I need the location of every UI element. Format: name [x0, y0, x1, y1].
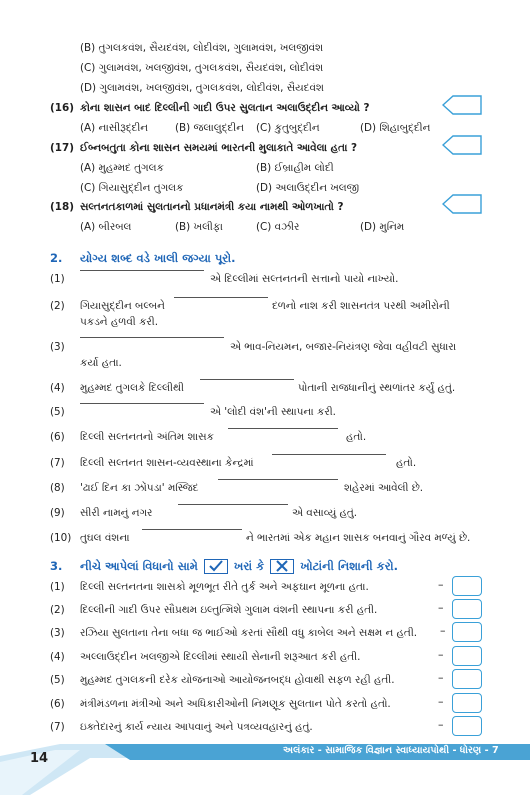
false-label: ખોટાંની નિશાની કરો. — [300, 559, 398, 573]
dash: – — [438, 671, 444, 684]
item-number: (9) — [50, 507, 65, 519]
answer-box[interactable] — [442, 194, 482, 214]
fill-text: ગિયાસુદ્દીન બલ્બને — [80, 300, 165, 312]
item-number: (4) — [50, 651, 65, 663]
page-number: 14 — [30, 751, 49, 766]
option-d: (D) મુનિમ — [360, 221, 405, 233]
item-number: (5) — [50, 406, 65, 418]
statement: દિલ્લી સલ્તનતના શાસકો મૂળભૂત રીતે તુર્ક અને અફઘાન મૂળના હતા. — [80, 581, 369, 593]
statement: મુહમ્મદ તુગલકની દરેક યોજનાઓ આયોજનબદ્ધ હોવાથી સફળ રહી હતી. — [80, 674, 395, 686]
blank-line[interactable] — [272, 454, 386, 455]
item-number: (4) — [50, 382, 65, 394]
answer-box[interactable] — [452, 576, 482, 596]
fill-text: ને ભારતમાં એક મહાન શાસક બનવાનું ગૌરવ મળ્યું છે. — [246, 532, 471, 544]
section-title-pre: નીચે આપેલાં વિધાનો સામે — [80, 559, 198, 573]
blank-line[interactable] — [174, 297, 268, 298]
statement: અલ્લાઉદ્દીન ખલજીએ દિલ્લીમાં સ્થાયી સેનાની શરૂઆત કરી હતી. — [80, 651, 361, 663]
option-b: (B) ઈબ્રાહીમ લોદી — [256, 162, 334, 174]
answer-box[interactable] — [442, 95, 482, 115]
statement: દિલ્લીની ગાદી ઉપર સૌપ્રથમ ઇલ્તુત્મિશે ગુલામ વંશની સ્થાપના કરી હતી. — [80, 604, 378, 616]
item-number: (8) — [50, 482, 65, 494]
item-number: (2) — [50, 604, 65, 616]
item-number: (1) — [50, 581, 65, 593]
option-b: (B) ખલીફા — [175, 221, 223, 233]
answer-box[interactable] — [452, 669, 482, 689]
dash: – — [438, 601, 444, 614]
item-number: (10) — [50, 532, 72, 544]
fill-text: હતો. — [346, 431, 367, 443]
item-number: (5) — [50, 674, 65, 686]
blank-line[interactable] — [178, 504, 288, 505]
section-number: 3. — [50, 559, 63, 573]
option-b: (B) તુગલકવંશ, સૈયદવંશ, લોદીવંશ, ગુલામવંશ, ખલજીવંશ — [80, 42, 324, 54]
statement: રઝિયા સુલતાના તેના બધા જ ભાઈઓ કરતાં સૌથી વધુ કાબેલ અને સક્ષમ ન હતી. — [80, 627, 418, 639]
dash: – — [438, 718, 444, 731]
fill-text: એ 'લોદી વંશ'ની સ્થાપના કરી. — [210, 406, 336, 418]
item-number: (3) — [50, 341, 65, 353]
blank-line[interactable] — [142, 529, 242, 530]
fill-text: પકડને હળવી કરી. — [80, 316, 159, 328]
answer-box[interactable] — [452, 646, 482, 666]
dash: – — [440, 624, 446, 637]
fill-text: મુહમ્મદ તુગલકે દિલ્લીથી — [80, 382, 184, 394]
fill-text: દળનો નાશ કરી શાસનતંત્ર પરથી અમીરોની — [272, 300, 450, 312]
item-number: (1) — [50, 273, 65, 285]
fill-text: શહેરમાં આવેલી છે. — [344, 482, 424, 494]
dash: – — [438, 695, 444, 708]
section-title — [80, 559, 398, 574]
answer-box[interactable] — [452, 599, 482, 619]
option-d: (D) ગુલામવંશ, ખલજીવંશ, તુગલકવંશ, લોદીવંશ, સૈયદવંશ — [80, 82, 324, 94]
answer-box[interactable] — [452, 622, 482, 642]
statement: મંત્રીમંડળના મંત્રીઓ અને અધિકારીઓની નિમણૂક સુલતાન પોતે કરતો હતો. — [80, 698, 391, 710]
option-a: (A) નાસીરૂદ્દીન — [80, 122, 149, 134]
answer-box[interactable] — [442, 135, 482, 155]
fill-text: કર્યા હતા. — [80, 357, 122, 369]
item-number: (2) — [50, 300, 65, 312]
fill-text: 'ઢાઈ દિન કા ઝોંપડા' મસ્જિદ — [80, 482, 199, 494]
option-c: (C) ગિયાસુદ્દીન તુગલક — [80, 182, 184, 194]
option-a: (A) મુહમ્મદ તુગલક — [80, 162, 164, 174]
question-text: સલ્તનતકાળમાં સુલતાનનો પ્રધાનમંત્રી કયા નામથી ઓળખાતો ? — [80, 201, 344, 213]
question-text: ઈબ્નબતુતા કોના શાસન સમયમાં ભારતની મુલાકાતે આવેલા હતા ? — [80, 142, 358, 154]
footer-title: અલંકાર - સામાજિક વિજ્ઞાન સ્વાધ્યાયપોથી - ધોરણ - 7 — [283, 745, 499, 756]
fill-text: દિલ્લી સલ્તનતનો અંતિમ શાસક — [80, 431, 214, 443]
section-title: યોગ્ય શબ્દ વડે ખાલી જગ્યા પૂરો. — [80, 251, 236, 265]
dash: – — [438, 648, 444, 661]
blank-line[interactable] — [218, 479, 338, 480]
blank-line[interactable] — [80, 270, 204, 271]
option-c: (C) ગુલામવંશ, ખલજીવંશ, તુગલકવંશ, સૈયદવંશ, લોદીવંશ — [80, 62, 324, 74]
item-number: (6) — [50, 431, 65, 443]
question-text: કોના શાસન બાદ દિલ્લીની ગાદી ઉપર સુલતાન અલાઉદ્દીન આવ્યો ? — [80, 102, 370, 114]
fill-text: પોતાની રાજધાનીનું સ્થળાંતર કર્યું હતું. — [298, 382, 456, 394]
option-b: (B) જલાલુદ્દીન — [175, 122, 244, 134]
question-number: (17) — [50, 142, 74, 154]
fill-text: દિલ્લી સલ્તનત શાસન-વ્યવસ્થાના કેન્દ્રમાં — [80, 457, 254, 469]
item-number: (7) — [50, 457, 65, 469]
fill-text: તુઘલ વંશના — [80, 532, 130, 544]
option-c: (C) વઝીર — [256, 221, 300, 233]
answer-box[interactable] — [452, 716, 482, 736]
blank-line[interactable] — [80, 337, 224, 338]
true-label: ખરાં કે — [233, 559, 265, 573]
blank-line[interactable] — [200, 379, 294, 380]
option-d: (D) શિહાબુદ્દીન — [360, 122, 431, 134]
option-c: (C) કુતુબુદ્દીન — [256, 122, 320, 134]
question-number: (16) — [50, 102, 74, 114]
fill-text: એ ભાવ-નિયમન, બજાર-નિયંત્રણ જેવા વહીવટી સુધારા — [230, 341, 457, 353]
check-icon — [204, 559, 228, 574]
fill-text: એ વસાવ્યું હતું. — [292, 507, 358, 519]
item-number: (6) — [50, 698, 65, 710]
fill-text: સીરી નામનું નગર — [80, 507, 153, 519]
dash: – — [438, 578, 444, 591]
item-number: (7) — [50, 721, 65, 733]
statement: ઇક્તેદારનું કાર્ય ન્યાય આપવાનું અને પત્રવ્યવહારનું હતું. — [80, 721, 313, 733]
answer-box[interactable] — [452, 693, 482, 713]
option-a: (A) બીરબલ — [80, 221, 132, 233]
blank-line[interactable] — [80, 403, 204, 404]
fill-text: એ દિલ્લીમાં સલ્તનતની સત્તાનો પાયો નાખ્યો. — [210, 273, 399, 285]
option-d: (D) અલાઉદ્દીન ખલજી — [256, 182, 359, 194]
blank-line[interactable] — [228, 428, 338, 429]
item-number: (3) — [50, 627, 65, 639]
section-number: 2. — [50, 251, 63, 265]
fill-text: હતો. — [396, 457, 417, 469]
question-number: (18) — [50, 201, 74, 213]
cross-icon — [270, 559, 294, 574]
